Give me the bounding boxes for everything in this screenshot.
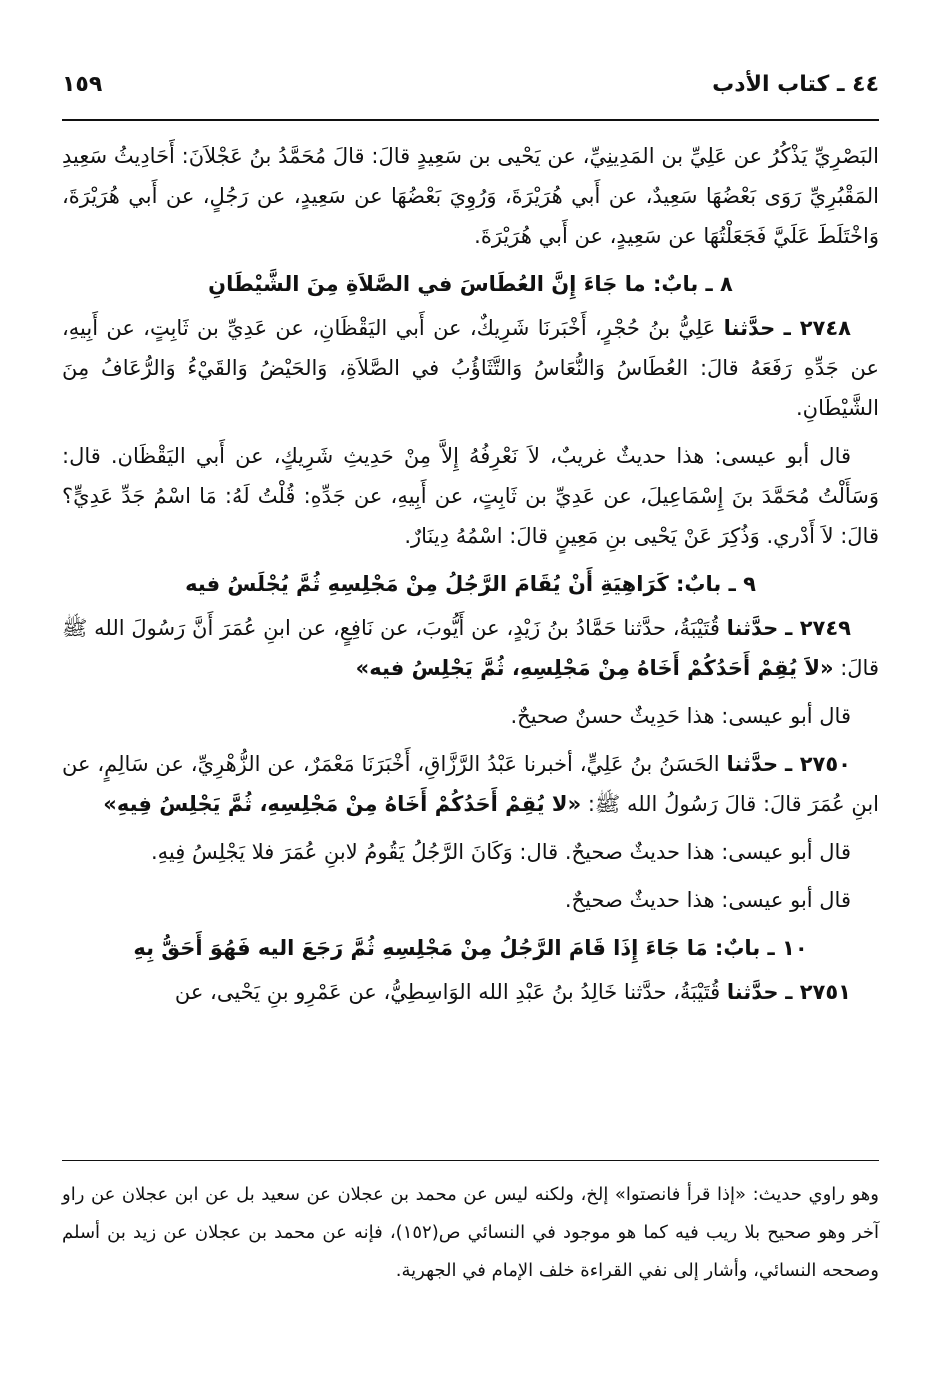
hadith-number: ٢٧٥٠ ـ	[785, 752, 851, 776]
chapter-heading-10: ١٠ ـ بابٌ: مَا جَاءَ إِذَا قَامَ الرَّجُلُ مِنْ مَجْلِسِهِ ثُمَّ رَجَعَ اليه فَهُوَ أَحَقُّ بِهِ	[133, 936, 808, 960]
chapter-title: ٤٤ ـ كتاب الأدب	[712, 72, 879, 97]
continued-paragraph: البَصْرِيِّ يَذْكُرُ عن عَلِيِّ بن المَدِينِيِّ، عن يَحْيى بن سَعِيدٍ قالَ: قالَ مُحَمَّدُ بنُ عَجْلاَنَ: أَحَادِيثُ سَعِيدِ المَقْبُرِيِّ رَوَى بَعْضُهَا سَعِيدٌ، عن أَبي هُرَيْرَةَ، وَرُوِيَ بَعْضُهَا عن سَعِيدٍ، عن رَجُلٍ، عن أَبي هُرَيْرَةَ، وَاخْتَلَطَ عَلَيَّ فَجَعَلْتُهَا عن سَعِيدٍ، عن أَبي هُرَيْرَةَ.	[62, 144, 879, 248]
commentary-2748: قال أبو عيسى: هذا حديثٌ غريبٌ، لاَ نَعْرِفُهُ إِلاَّ مِنْ حَدِيثِ شَرِيكٍ، عن أَبي اليَقْظَان. قال: وَسَأَلْتُ مُحَمَّدَ بنَ إِسْمَاعِيلَ، عن عَدِيِّ بن ثَابِتٍ، عن أَبِيهِ، عن جَدِّهِ: قُلْتُ لَهُ: مَا اسْمُ جَدِّ عَدِيٍّ؟ قالَ: لاَ أَدْري. وَذُكِرَ عَنْ يَحْيى بنِ مَعِينٍ قالَ: اسْمُهُ دِينَارٌ.	[62, 444, 879, 548]
prophetic-quote: «لا يُقِمْ أَحَدُكُمْ أَخَاهُ مِنْ مَجْلِسِهِ، ثُمَّ يَجْلِسُ فِيهِ»	[103, 792, 582, 816]
hadith-2750	[62, 744, 879, 824]
hadith-2748	[62, 308, 879, 428]
commentary-2750-a: قال أبو عيسى: هذا حديثٌ صحيحٌ. قال: وَكَانَ الرَّجُلُ يَقُومُ لابنِ عُمَرَ فلا يَجْلِسُ فِيهِ.	[150, 840, 851, 864]
page-header	[62, 72, 879, 112]
commentary-2750-b: قال أبو عيسى: هذا حديثٌ صحيحٌ.	[564, 888, 851, 912]
footnote: وهو راوي حديث: «إذا قرأ فانصتوا» إلخ، ولكنه ليس عن محمد بن عجلان عن سعيد بل عن ابن عجلان عن راو آخر وهو صحيح بلا ريب فيه كما هو موجود في النسائي ص(١٥٢)، فإنه عن محمد بن عجلان عن زيد بن أسلم وصححه النسائي، وأشار إلى نفي القراءة خلف الإمام في الجهرية.	[62, 1184, 879, 1281]
narration-lead: حدَّثنا	[726, 752, 779, 776]
prophetic-quote: «لاَ يُقِمْ أَحَدُكُمْ أَخَاهُ مِنْ مَجْلِسِهِ، ثُمَّ يَجْلِسُ فيه»	[355, 656, 834, 680]
hadith-text: قُتَيْبَةُ، حدَّثنا حَمَّادُ بنُ زَيْدٍ، عن أَيُّوبَ، عن نَافِعٍ، عن ابنِ عُمَرَ أَنَّ رَسُولَ الله ﷺ قالَ:	[62, 616, 879, 680]
main-text	[62, 136, 879, 1020]
header-divider	[62, 119, 879, 121]
hadith-2751	[62, 972, 879, 1012]
hadith-number: ٢٧٤٨ ـ	[783, 316, 851, 340]
chapter-heading-9: ٩ ـ بابٌ: كَرَاهِيَةِ أَنْ يُقَامَ الرَّجُلُ مِنْ مَجْلِسِهِ ثُمَّ يُجْلَسُ فيه	[185, 572, 756, 596]
page-number: ١٥٩	[62, 72, 103, 97]
hadith-text: قُتَيْبَةُ، حدَّثنا خَالِدُ بنُ عَبْدِ الله الوَاسِطِيُّ، عن عَمْرِو بنِ يَحْيى، عن	[174, 980, 721, 1004]
narration-lead: حدَّثنا	[723, 316, 776, 340]
narration-lead: حدَّثنا	[726, 616, 779, 640]
narration-lead: حدَّثنا	[726, 980, 779, 1004]
hadith-text: عَلِيُّ بنُ حُجْرٍ، أَخْبَرنَا شَرِيكٌ، عن أَبي اليَقْظَانِ، عن عَدِيِّ بن ثَابِتٍ، عن أَبِيهِ، عن جَدِّهِ رَفَعَهُ قالَ: العُطَاسُ وَالنُّعَاسُ وَالتَّثَاؤُبُ في الصَّلاَةِ، وَالحَيْضُ وَالقَيْءُ وَالرُّعَافُ مِنَ الشَّيْطَانِ.	[62, 316, 879, 420]
chapter-heading-8: ٨ ـ بابٌ: ما جَاءَ إِنَّ العُطَاسَ في الصَّلاَةِ مِنَ الشَّيْطَانِ	[208, 272, 733, 296]
hadith-number: ٢٧٥١ ـ	[785, 980, 851, 1004]
hadith-2749	[62, 608, 879, 688]
footnote-divider	[62, 1160, 879, 1161]
hadith-number: ٢٧٤٩ ـ	[785, 616, 851, 640]
commentary-2749: قال أبو عيسى: هذا حَدِيثٌ حسنٌ صحيحٌ.	[510, 704, 851, 728]
hadith-text: الحَسَنُ بنُ عَلِيٍّ، أخبرنا عَبْدُ الرَّزَّاقِ، أَخْبَرَنَا مَعْمَرٌ، عن الزُّهْرِيِّ، عن سَالِمٍ، عن ابنِ عُمَرَ قالَ: قالَ رَسُولُ الله ﷺ:	[62, 752, 879, 816]
